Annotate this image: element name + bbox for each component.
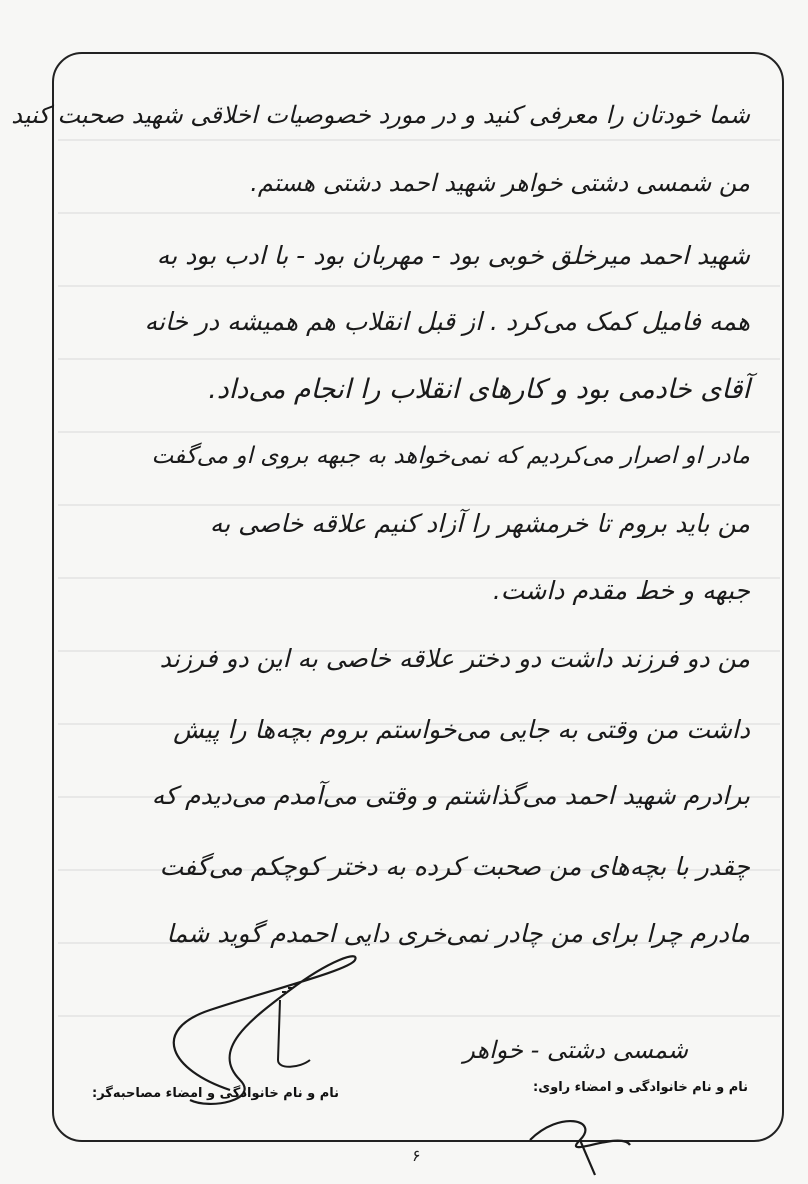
text-line-10: داشت من وقتی به جایی می‌خواستم بروم بچه‌ها را پیش [173, 715, 750, 744]
text-line-6: مادر او اصرار می‌کردیم که نمی‌خواهد به جبهه بروی او می‌گفت [151, 443, 750, 469]
text-line-4: همه فامیل کمک می‌کرد . از قبل انقلاب هم همیشه در خانه [144, 307, 750, 336]
narrator-signature-caption: نام و نام خانوادگی و امضاء راوی: [533, 1080, 748, 1095]
text-line-5: آقای خادمی بود و کارهای انقلاب را انجام می‌داد. [208, 374, 750, 405]
text-line-2: من شمسی دشتی خواهر شهید احمد دشتی هستم. [250, 169, 750, 197]
text-line-13: مادرم چرا برای من چادر نمی‌خری دایی احمدم گوید شما [166, 919, 750, 948]
interviewer-signature-caption: نام و نام خانوادگی و امضاء مصاحبه‌گر: [92, 1086, 340, 1101]
text-line-11: برادرم شهید احمد می‌گذاشتم و وقتی می‌آمدم می‌دیدم که [151, 781, 750, 810]
text-line-8: جبهه و خط مقدم داشت. [492, 576, 750, 605]
text-line-1: شما خودتان را معرفی کنید و در مورد خصوصیات اخلاقی شهید صحبت کنید [11, 101, 750, 129]
text-line-7: من باید بروم تا خرمشهر را آزاد کنیم علاقه خاصی به [209, 509, 750, 538]
page-number: ۶ [412, 1146, 421, 1165]
text-line-12: چقدر با بچه‌های من صحبت کرده به دختر کوچکم می‌گفت [159, 852, 750, 881]
text-line-3: شهید احمد میرخلق خوبی بود - مهربان بود - با ادب بود به [156, 241, 750, 270]
narrator-name: شمسی دشتی - خواهر [463, 1036, 688, 1064]
text-line-9: من دو فرزند داشت دو دختر علاقه خاصی به این دو فرزند [159, 644, 750, 673]
narrator-signature [520, 1100, 640, 1180]
